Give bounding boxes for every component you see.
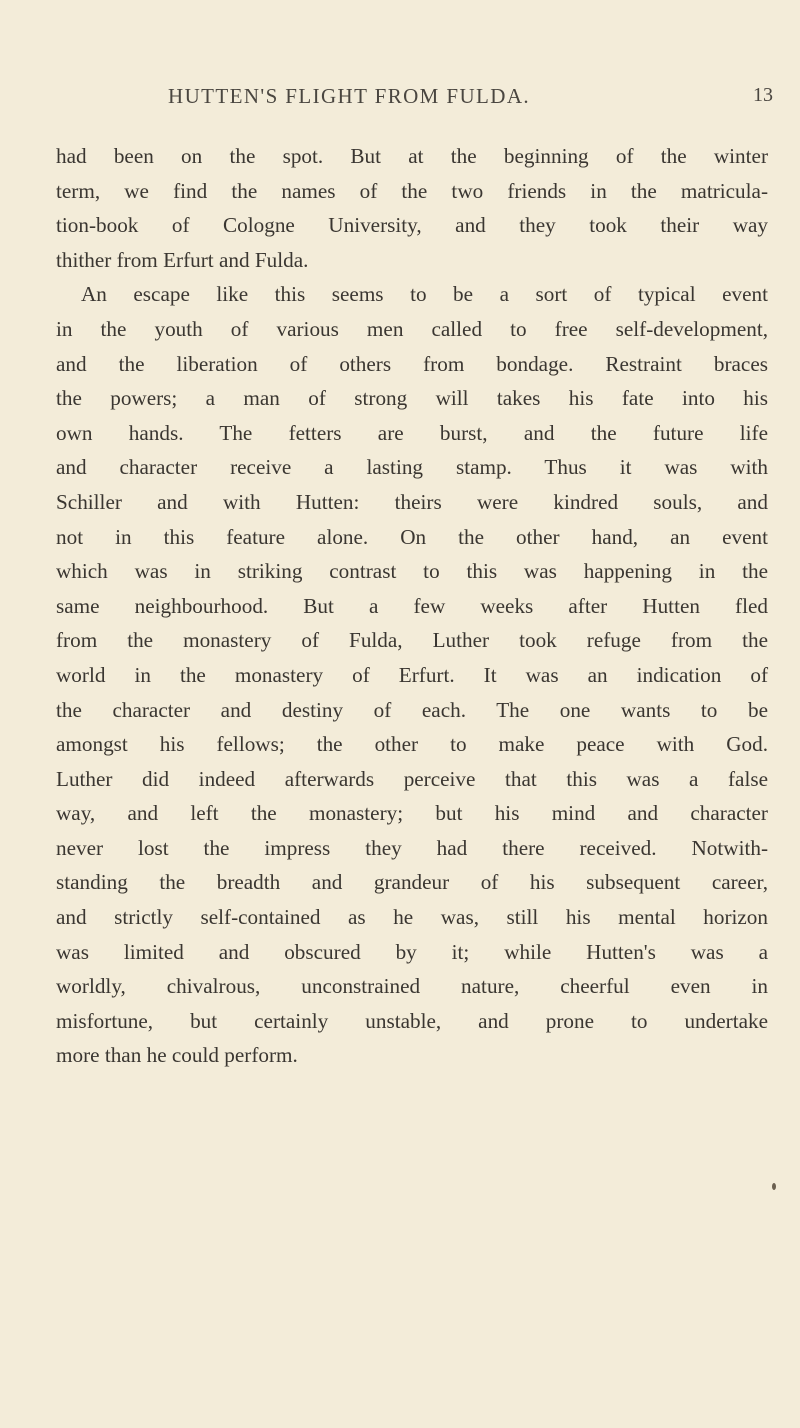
text-line: world in the monastery of Erfurt. It was an indication of — [56, 662, 768, 687]
text-line: misfortune, but certainly unstable, and prone to undertake — [56, 1008, 768, 1033]
ink-speck — [772, 1183, 776, 1190]
text-line: was limited and obscured by it; while Hutten's was a — [56, 939, 768, 964]
text-line: from the monastery of Fulda, Luther took refuge from the — [56, 628, 768, 653]
text-line: had been on the spot. But at the beginning of the winter — [56, 144, 768, 168]
body-text — [56, 139, 768, 1073]
text-line: Luther did indeed afterwards perceive that this was a false — [56, 766, 768, 791]
text-line: term, we find the names of the two friends in the matricula- — [56, 178, 768, 203]
text-line: and strictly self-contained as he was, still his mental horizon — [56, 905, 768, 930]
text-line: worldly, chivalrous, unconstrained nature, cheerful even in — [56, 974, 768, 999]
text-line: in the youth of various men called to free self-development, — [56, 316, 768, 341]
text-line: own hands. The fetters are burst, and the future life — [56, 420, 768, 445]
running-head — [168, 84, 773, 114]
text-line: and character receive a lasting stamp. Thus it was with — [56, 455, 768, 480]
running-title: HUTTEN'S FLIGHT FROM FULDA. — [168, 84, 531, 108]
text-line: never lost the impress they had there received. Notwith- — [56, 835, 768, 860]
text-line: not in this feature alone. On the other hand, an event — [56, 524, 768, 549]
text-line: way, and left the monastery; but his mind and character — [56, 801, 768, 826]
text-line: the character and destiny of each. The one wants to be — [56, 697, 768, 722]
text-line: the powers; a man of strong will takes his fate into his — [56, 386, 768, 411]
text-line: tion-book of Cologne University, and they took their way — [56, 213, 768, 238]
text-line: more than he could perform. — [56, 1043, 298, 1068]
text-line: Schiller and with Hutten: theirs were kindred souls, and — [56, 489, 768, 514]
page-number: 13 — [753, 84, 773, 106]
text-line: same neighbourhood. But a few weeks after Hutten fled — [56, 593, 768, 618]
text-line: amongst his fellows; the other to make peace with God. — [56, 732, 768, 757]
text-line: which was in striking contrast to this was happening in the — [56, 559, 768, 584]
text-line: An escape like this seems to be a sort of typical event — [81, 282, 768, 307]
text-line: and the liberation of others from bondage. Restraint braces — [56, 351, 768, 376]
text-line: standing the breadth and grandeur of his subsequent career, — [56, 870, 768, 895]
text-line: thither from Erfurt and Fulda. — [56, 247, 309, 272]
